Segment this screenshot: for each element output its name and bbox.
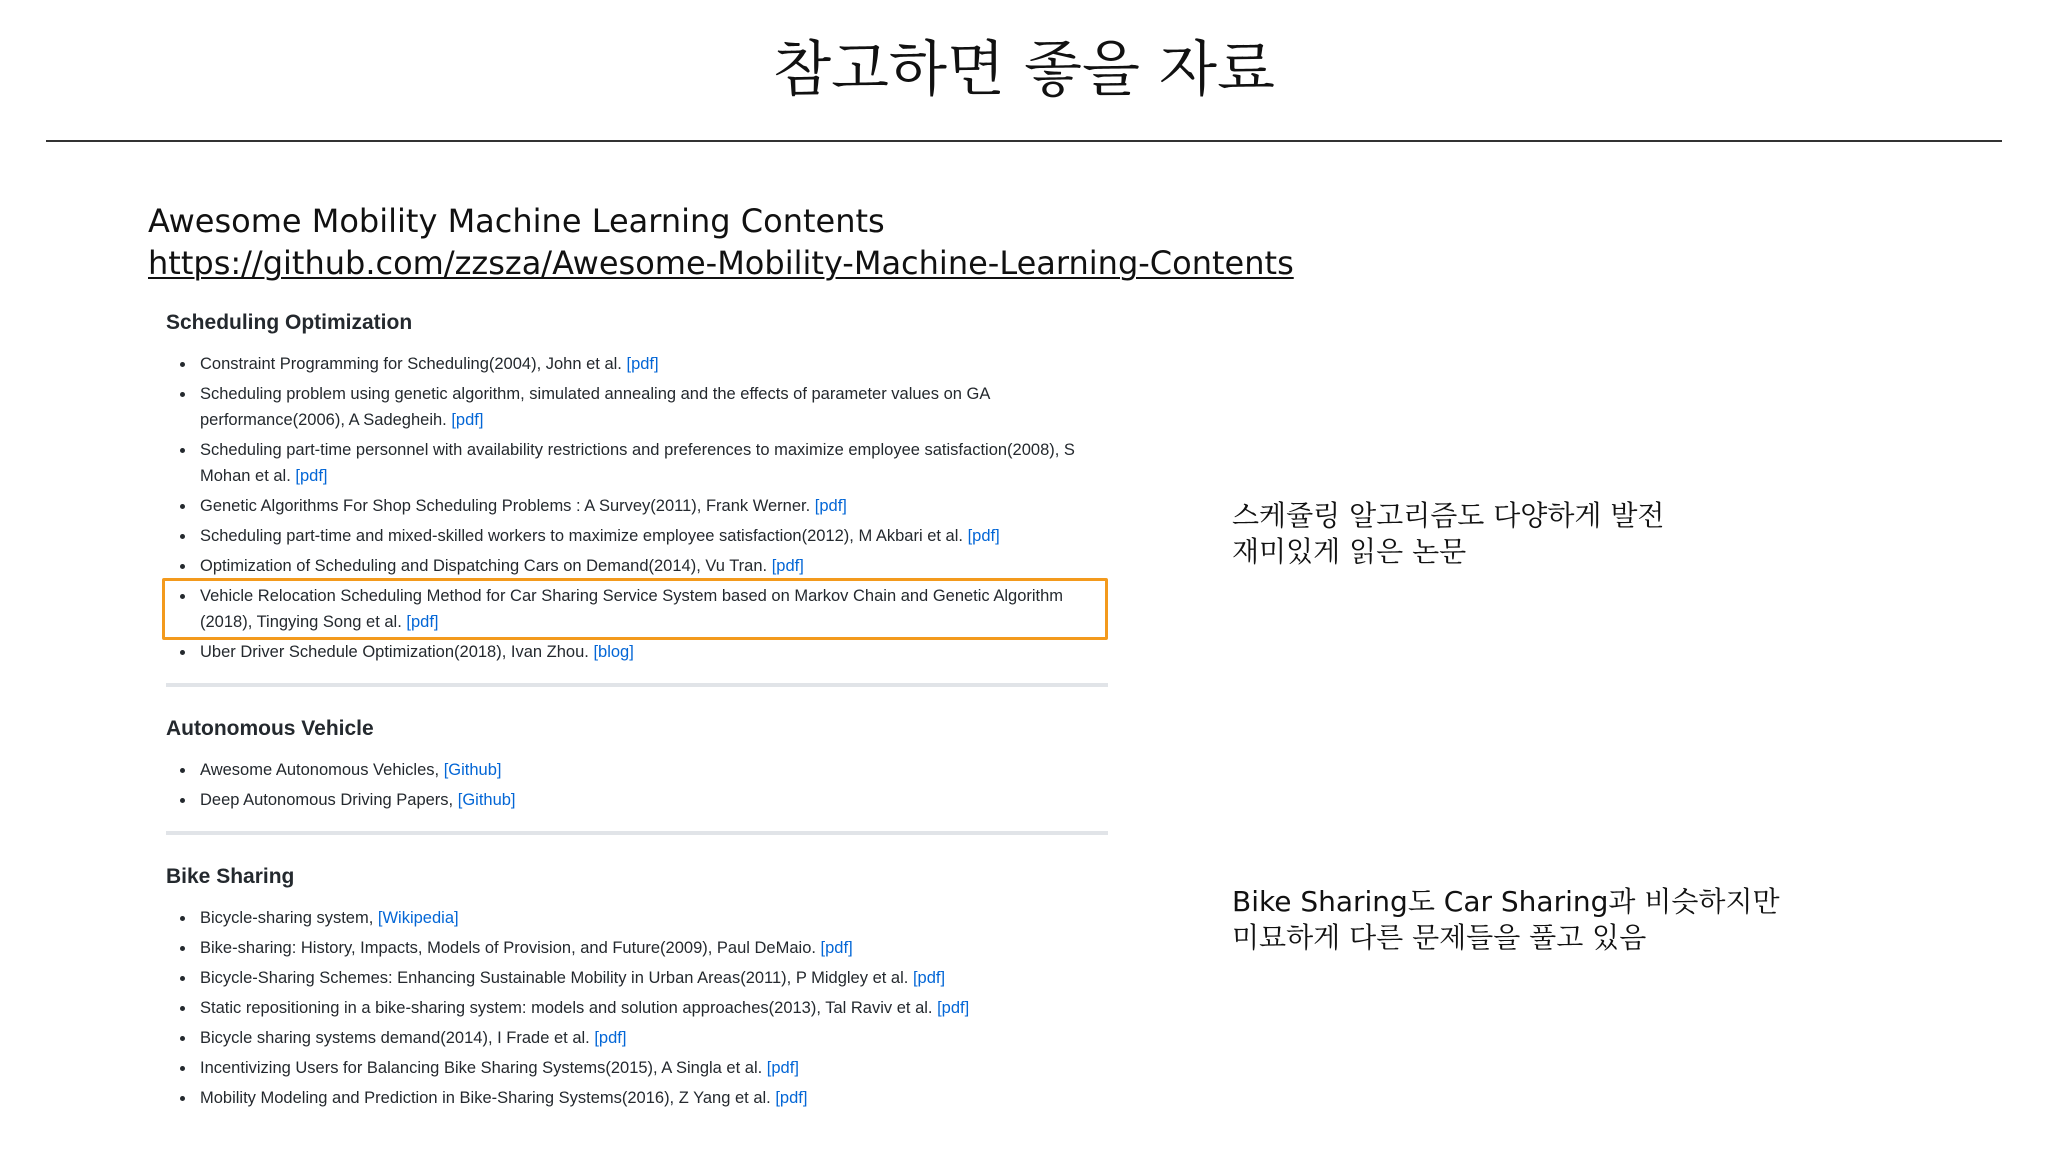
blog-link[interactable]: [blog] [593, 643, 634, 661]
item-text: Incentivizing Users for Balancing Bike Sharing Systems(2015), A Singla et al. [200, 1059, 767, 1077]
resource-name: Awesome Mobility Machine Learning Contents [148, 202, 885, 240]
list-item [166, 523, 1108, 549]
list-item [166, 1055, 1108, 1081]
list-item [166, 351, 1108, 377]
section-heading: Autonomous Vehicle [166, 717, 374, 740]
item-text: Genetic Algorithms For Shop Scheduling Problems : A Survey(2011), Frank Werner. [200, 497, 815, 515]
item-text: Bicycle sharing systems demand(2014), I Frade et al. [200, 1029, 595, 1047]
title-divider [46, 140, 2002, 142]
item-text: Deep Autonomous Driving Papers, [200, 791, 458, 809]
resource-heading [148, 200, 1448, 284]
list-item [166, 965, 1108, 991]
list-item [166, 639, 1108, 665]
item-text: Scheduling problem using genetic algorithm, simulated annealing and the effects of parameter values on GA performance(2006), A Sadegheih. [200, 385, 990, 429]
list-item [166, 1025, 1108, 1051]
item-text: Constraint Programming for Scheduling(2004), John et al. [200, 355, 627, 373]
pdf-link[interactable]: [pdf] [406, 613, 439, 631]
item-text: Scheduling part-time and mixed-skilled workers to maximize employee satisfaction(2012), M Akbari et al. [200, 527, 968, 545]
pdf-link[interactable]: [pdf] [594, 1029, 627, 1047]
item-text: Uber Driver Schedule Optimization(2018), Ivan Zhou. [200, 643, 594, 661]
item-text: Bicycle-sharing system, [200, 909, 378, 927]
slide-title: 참고하면 좋을 자료 [773, 35, 1275, 105]
list-item [166, 437, 1108, 489]
pdf-link[interactable]: [pdf] [967, 527, 1000, 545]
item-list [166, 757, 1108, 813]
list-item [166, 553, 1108, 579]
section-heading: Scheduling Optimization [166, 311, 413, 334]
section-autonomous-vehicle [166, 711, 1108, 835]
list-item [166, 381, 1108, 433]
note-bike-sharing [1232, 884, 1780, 956]
item-text: Scheduling part-time personnel with availability restrictions and preferences to maximize employee satisfaction(2008), S Mohan et al. [200, 441, 1075, 485]
list-item [166, 757, 1108, 783]
list-item-highlighted [166, 583, 1108, 635]
list-item [166, 935, 1108, 961]
item-text: Static repositioning in a bike-sharing system: models and solution approaches(2013), Tal Raviv et al. [200, 999, 938, 1017]
list-item [166, 1085, 1108, 1111]
section-scheduling-optimization [166, 305, 1108, 687]
pdf-link[interactable]: [pdf] [937, 999, 970, 1017]
note-line: 미묘하게 다른 문제들을 풀고 있음 [1232, 921, 1647, 954]
item-list [166, 351, 1108, 665]
item-text: Mobility Modeling and Prediction in Bike-Sharing Systems(2016), Z Yang et al. [200, 1089, 776, 1107]
item-list [166, 905, 1108, 1111]
wikipedia-link[interactable]: [Wikipedia] [377, 909, 459, 927]
note-scheduling [1232, 498, 1664, 570]
pdf-link[interactable]: [pdf] [820, 939, 853, 957]
note-line: 스케쥴링 알고리즘도 다양하게 발전 [1232, 499, 1665, 532]
resource-url-link[interactable]: https://github.com/zzsza/Awesome-Mobility-Machine-Learning-Contents [148, 244, 1294, 282]
note-line: 재미있게 읽은 논문 [1232, 535, 1467, 568]
item-text: Awesome Autonomous Vehicles, [200, 761, 444, 779]
section-bike-sharing [166, 859, 1108, 1111]
list-item [166, 995, 1108, 1021]
pdf-link[interactable]: [pdf] [626, 355, 659, 373]
section-heading: Bike Sharing [166, 865, 295, 888]
pdf-link[interactable]: [pdf] [766, 1059, 799, 1077]
list-item [166, 493, 1108, 519]
pdf-link[interactable]: [pdf] [451, 411, 484, 429]
pdf-link[interactable]: [pdf] [814, 497, 847, 515]
list-item [166, 905, 1108, 931]
github-link[interactable]: [Github] [443, 761, 502, 779]
item-text: Bicycle-Sharing Schemes: Enhancing Sustainable Mobility in Urban Areas(2011), P Midgley et al. [200, 969, 913, 987]
item-text: Vehicle Relocation Scheduling Method for Car Sharing Service System based on Markov Chain and Genetic Algorithm (2018), Tingying Song et al. [200, 587, 1064, 631]
readme-excerpt [166, 305, 1108, 1115]
section-divider [166, 831, 1108, 835]
note-line: Bike Sharing도 Car Sharing과 비슷하지만 [1232, 885, 1780, 918]
item-text: Optimization of Scheduling and Dispatching Cars on Demand(2014), Vu Tran. [200, 557, 772, 575]
pdf-link[interactable]: [pdf] [295, 467, 328, 485]
pdf-link[interactable]: [pdf] [775, 1089, 808, 1107]
github-link[interactable]: [Github] [457, 791, 516, 809]
pdf-link[interactable]: [pdf] [771, 557, 804, 575]
pdf-link[interactable]: [pdf] [912, 969, 946, 987]
list-item [166, 787, 1108, 813]
item-text: Bike-sharing: History, Impacts, Models of Provision, and Future(2009), Paul DeMaio. [200, 939, 821, 957]
section-divider [166, 683, 1108, 687]
